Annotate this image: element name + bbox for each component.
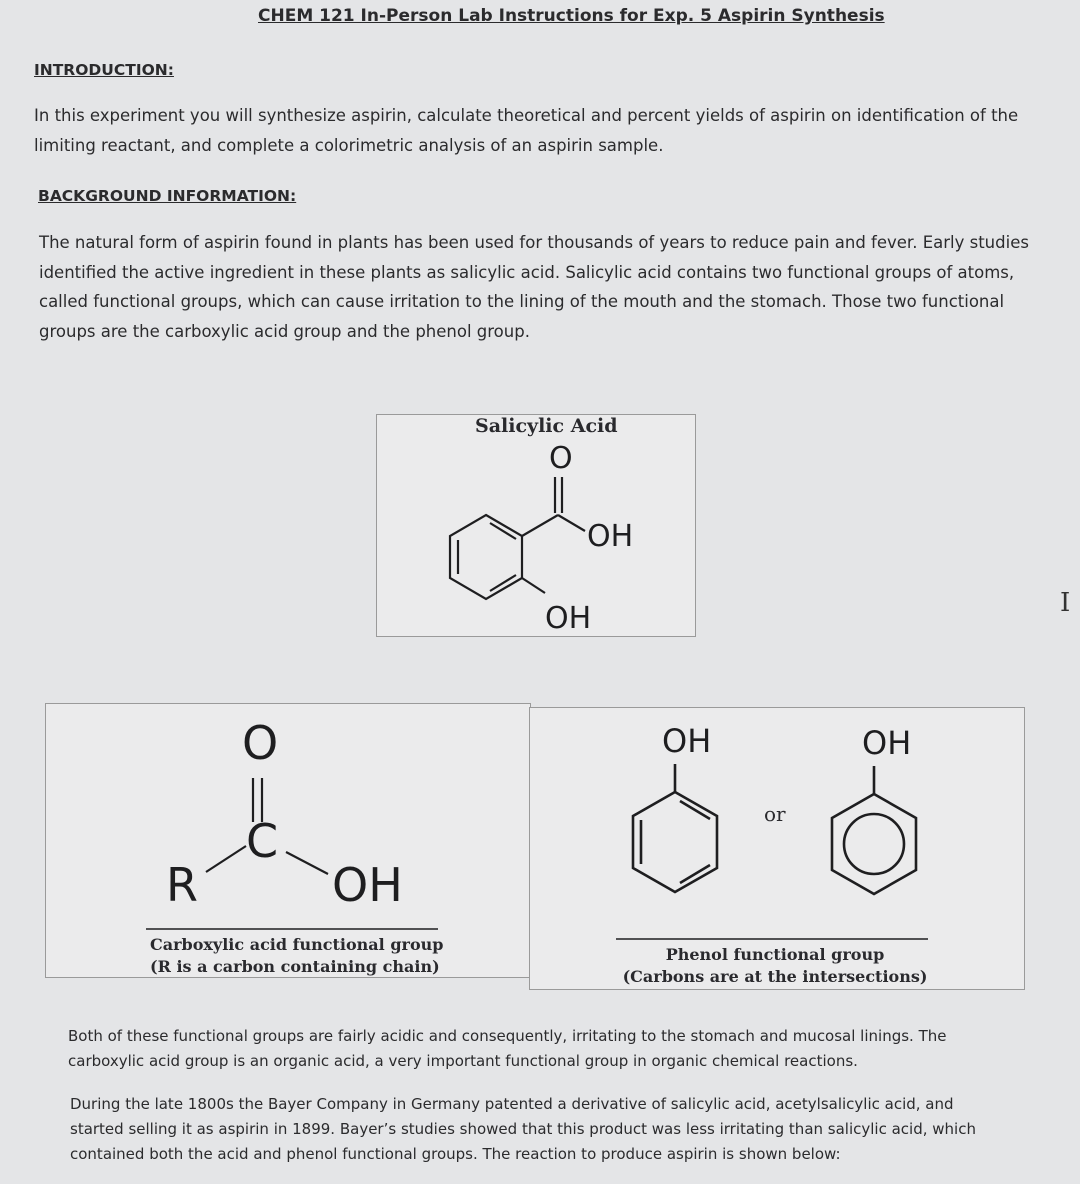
salicylic-acid-title: Salicylic Acid [475,415,618,437]
salicylic-carbonyl-o: O [549,441,573,476]
introduction-heading: INTRODUCTION: [34,61,174,79]
acidity-paragraph [68,1024,946,1074]
phenol-figure [529,707,1025,990]
phenol-oh-right: OH [862,724,912,762]
background-line: identified the active ingredient in these plants as salicylic acid. Salicylic acid contains two functional groups of atoms, [39,262,1015,282]
acidity-line: Both of these functional groups are fairly acidic and consequently, irritating to the stomach and mucosal linings. The [68,1027,947,1045]
carboxylic-carbon-c: C [246,814,279,868]
bayer-paragraph [70,1092,976,1167]
acidity-line: carboxylic acid group is an organic acid, a very important functional group in organic chemical reactions. [68,1052,858,1070]
carboxylic-caption-line: (R is a carbon containing chain) [150,957,440,976]
introduction-line: In this experiment you will synthesize aspirin, calculate theoretical and percent yields of aspirin on identification of the [34,106,1019,125]
carboxylic-oh: OH [332,858,403,912]
bayer-line: During the late 1800s the Bayer Company in Germany patented a derivative of salicylic acid, acetylsalicylic acid, and [70,1095,954,1113]
phenol-caption-line: Phenol functional group [665,945,885,964]
background-paragraph [39,228,1029,346]
background-line: groups are the carboxylic acid group and the phenol group. [39,321,530,341]
carboxylic-carbonyl-o: O [242,716,279,770]
background-heading: BACKGROUND INFORMATION: [38,187,297,205]
phenol-caption [622,944,928,988]
background-line: The natural form of aspirin found in plants has been used for thousands of years to reduce pain and fever. Early studies [39,233,1029,252]
phenol-or-label: or [764,802,786,826]
introduction-paragraph [34,101,1018,160]
carboxylic-caption [150,934,443,978]
salicylic-phenol-oh: OH [545,601,592,636]
salicylic-acid-structure [377,415,695,636]
background-line: called functional groups, which can cause irritation to the lining of the mouth and the stomach. Those two functional [39,292,1005,311]
salicylic-carboxyl-oh: OH [587,519,634,554]
document-title: CHEM 121 In-Person Lab Instructions for Exp. 5 Aspirin Synthesis [258,6,885,26]
carboxylic-r-group: R [166,858,198,912]
phenol-oh-left: OH [662,722,712,760]
bayer-line: started selling it as aspirin in 1899. Bayer’s studies showed that this product was less irritating than salicylic acid, which [70,1120,976,1138]
carboxylic-acid-figure [45,703,531,978]
phenol-caption-line: (Carbons are at the intersections) [622,967,928,986]
introduction-line: limiting reactant, and complete a colorimetric analysis of an aspirin sample. [34,135,664,155]
carboxylic-caption-line: Carboxylic acid functional group [150,935,444,954]
salicylic-acid-figure [376,414,696,637]
text-cursor-icon: I [1060,588,1071,618]
bayer-line: contained both the acid and phenol functional groups. The reaction to produce aspirin is shown below: [70,1145,841,1163]
